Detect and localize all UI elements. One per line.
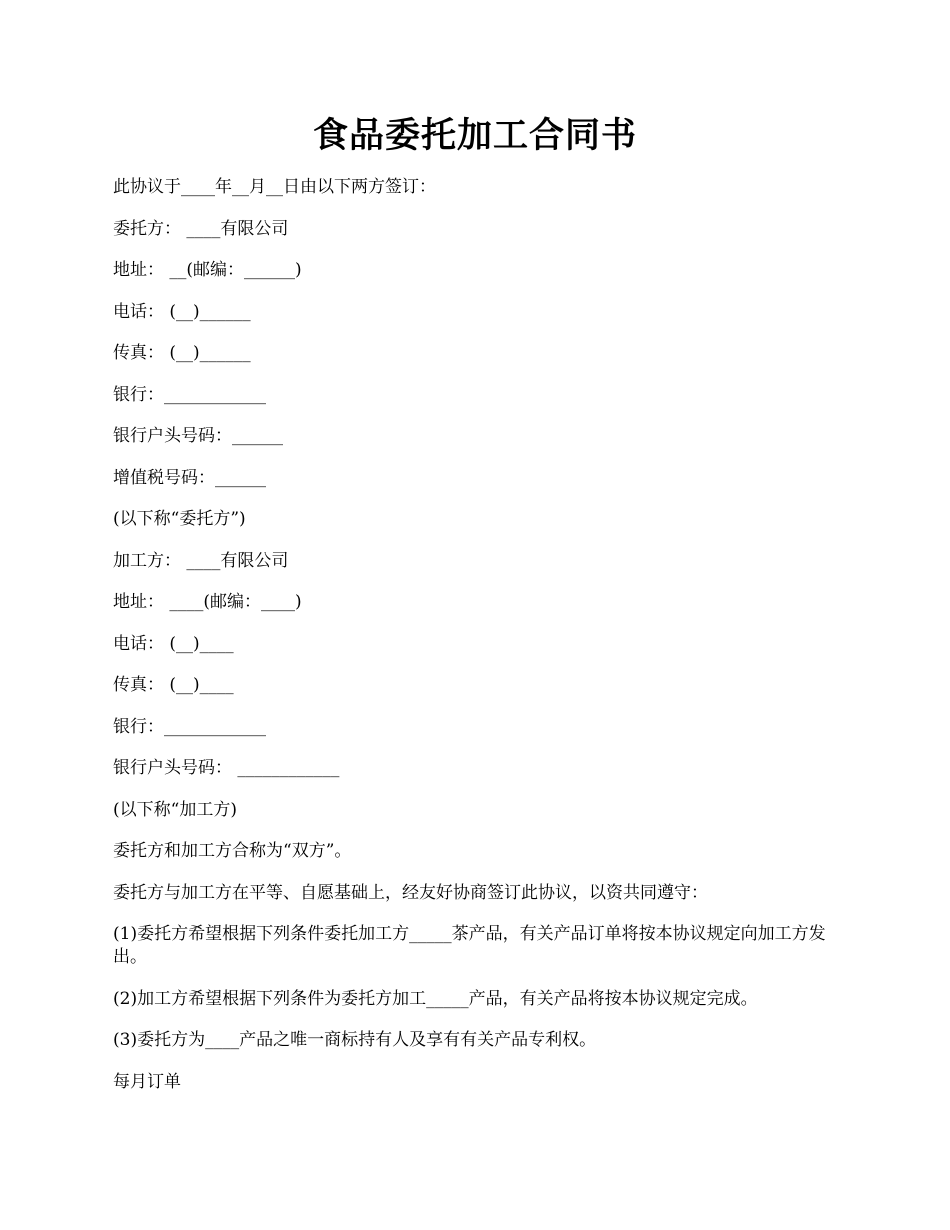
paragraph-processor-name: 加工方： ____有限公司 (113, 550, 289, 571)
paragraph-parties-definition: 委托方和加工方合称为“双方”。 (113, 841, 352, 861)
paragraph-client-vat: 增值税号码：______ (113, 467, 266, 488)
paragraph-client-phone: 电话： (__)______ (113, 301, 251, 322)
document-title: 食品委托加工合同书 (312, 115, 637, 156)
paragraph-client-address: 地址： __(邮编：______) (113, 260, 302, 280)
paragraph-client-alias: (以下称“委托方”) (113, 509, 246, 529)
paragraph-processor-address: 地址： ____(邮编：____) (113, 592, 302, 612)
paragraph-client-fax: 传真： (__)______ (113, 343, 251, 363)
paragraph-processor-alias: (以下称“加工方) (113, 799, 237, 820)
paragraph-monthly-orders-heading: 每月订单 (113, 1071, 181, 1092)
paragraph-processor-phone: 电话： (__)____ (113, 633, 234, 654)
paragraph-clause-3: (3)委托方为____产品之唯一商标持有人及享有有关产品专利权。 (113, 1030, 597, 1050)
paragraph-processor-account: 银行户头号码： ____________ (113, 758, 340, 778)
paragraph-processor-bank: 银行：____________ (113, 716, 266, 737)
paragraph-client-name: 委托方： ____有限公司 (113, 218, 289, 239)
paragraph-client-account: 银行户头号码：______ (113, 426, 283, 446)
paragraph-signing-date: 此协议于____年__月__日由以下两方签订： (113, 177, 436, 197)
document-body (113, 176, 838, 1112)
paragraph-processor-fax: 传真： (__)____ (113, 675, 234, 695)
paragraph-client-bank: 银行：____________ (113, 384, 266, 405)
paragraph-agreement-preamble: 委托方与加工方在平等、自愿基础上，经友好协商签订此协议，以资共同遵守： (113, 882, 708, 903)
paragraph-clause-2: (2)加工方希望根据下列条件为委托方加工_____产品，有关产品将按本协议规定完成。 (113, 988, 758, 1009)
paragraph-clause-1: (1)委托方希望根据下列条件委托加工方_____茶产品，有关产品订单将按本协议规定向加工方发出。 (113, 924, 826, 967)
